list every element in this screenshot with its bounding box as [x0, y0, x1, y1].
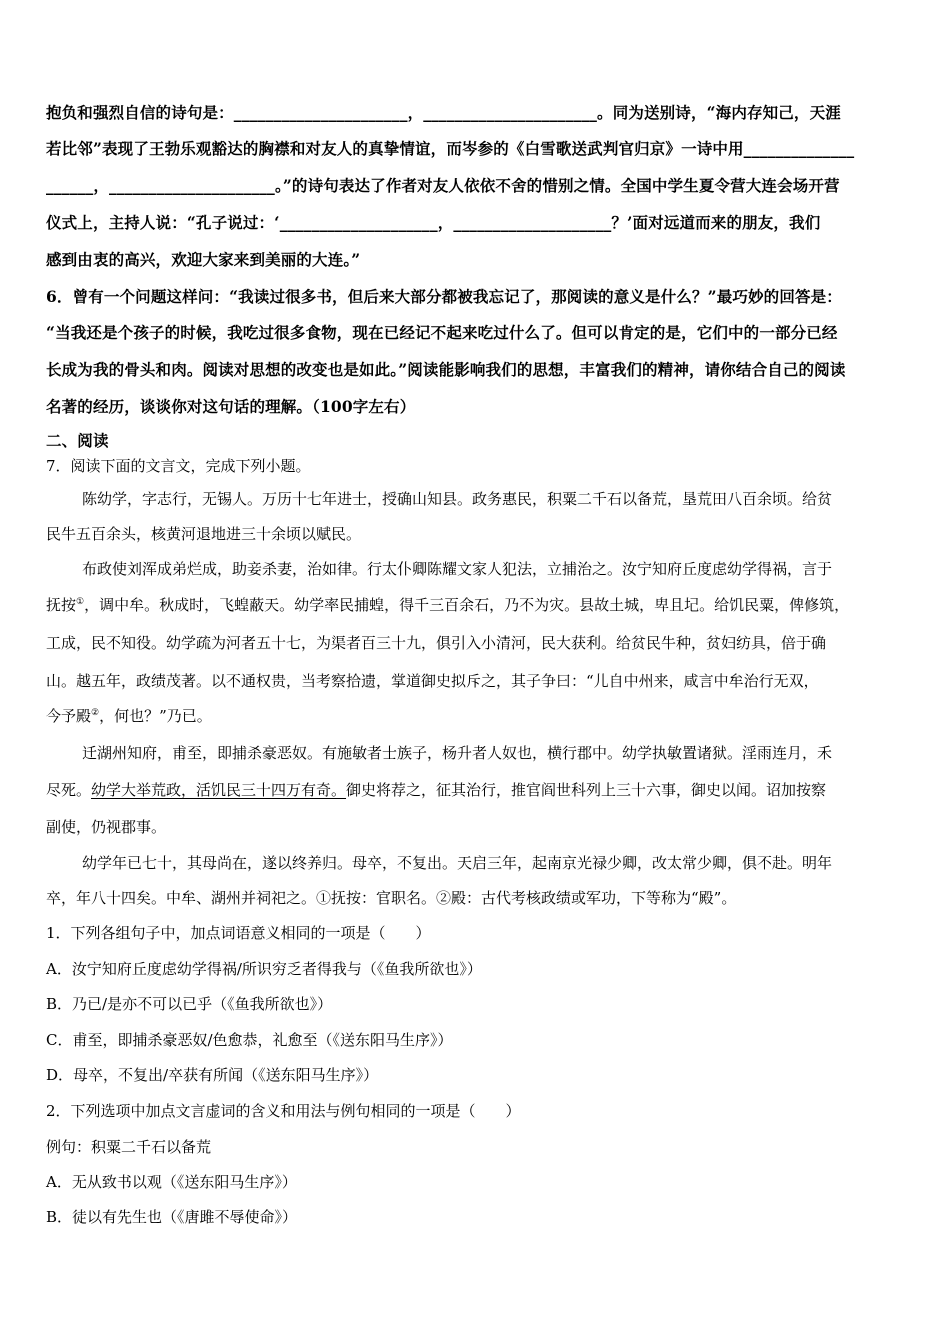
text-line: 仪式上，主持人说：“孔子说过：‘____________________，____________________？’面对远道而来的朋友，我们	[46, 213, 821, 232]
passage-line: 幼学年已七十，其母尚在，遂以终养归。母卒，不复出。天启三年，起南京光禄少卿，改太常少卿，俱不赴。明年	[82, 854, 833, 872]
text-line: 抱负和强烈自信的诗句是：______________________，______________________。同为送别诗，“海内存知己，天涯	[46, 103, 841, 122]
section-heading: 二、阅读	[46, 431, 109, 450]
option-d: D．母卒，不复出/卒获有所闻（《送东阳马生序》）	[46, 1066, 379, 1084]
text-line: “当我还是个孩子的时候，我吃过很多食物，现在已经记不起来吃过什么了。但可以肯定的是，它们中的一部分已经	[46, 323, 838, 342]
passage-line	[46, 705, 212, 726]
question-6: 6．曾有一个问题这样问：“我读过很多书，但后来大部分都被我忘记了，那阅读的意义是什么？”最巧妙的回答是：	[46, 287, 842, 306]
passage-text: 今予殿	[46, 707, 92, 725]
text-line: ______，_____________________。”的诗句表达了作者对友人依依不舍的惜别之情。全国中学生夏令营大连会场开营	[46, 176, 840, 195]
underlined-sentence: 幼学大举荒政，活饥民三十四万有奇。	[91, 781, 347, 799]
passage-line: 布政使刘浑成弟烂成，助妾杀妻，治如律。行太仆卿陈耀文家人犯法，立捕治之。汝宁知府丘度虑幼学得祸，言于	[82, 560, 833, 578]
passage-line: 副使，仍视郡事。	[46, 818, 167, 836]
passage-line: 民牛五百余头，核黄河退地进三十余顷以赋民。	[46, 525, 362, 543]
option-b: B．徒以有先生也（《唐雎不辱使命》）	[46, 1208, 298, 1226]
passage-line	[46, 594, 849, 615]
text-line: 感到由衷的高兴，欢迎大家来到美丽的大连。”	[46, 250, 361, 269]
sub-question-2: 2．下列选项中加点文言虚词的含义和用法与例句相同的一项是（ ）	[46, 1102, 521, 1120]
option-b: B．乃已/是亦不可以已乎（《鱼我所欲也》）	[46, 995, 333, 1013]
text-line: 若比邻”表现了王勃乐观豁达的胸襟和对友人的真挚情谊，而岑参的《白雪歌送武判官归京》一诗中用______________	[46, 139, 855, 158]
option-a: A．汝宁知府丘度虑幼学得祸/所识穷乏者得我与（《鱼我所欲也》）	[46, 960, 482, 978]
passage-line: 山。越五年，政绩茂著。以不通权贵，当考察拾遗，掌道御史拟斥之，其子争曰：“儿自中州来，咸言中牟治行无双，	[46, 672, 819, 690]
example-sentence: 例句：积粟二千石以备荒	[46, 1138, 212, 1156]
passage-text: 尽死。	[46, 781, 92, 799]
sub-question-1: 1．下列各组句子中，加点词语意义相同的一项是（ ）	[46, 924, 431, 942]
passage-line: 陈幼学，字志行，无锡人。万历十七年进士，授确山知县。政务惠民，积粟二千石以备荒，垦荒田八百余顷。给贫	[82, 490, 833, 508]
passage-text: 御史将荐之，征其治行，推官阎世科列上三十六事，御史以闻。诏加按察	[346, 781, 827, 799]
footnote-marker: ①	[76, 597, 85, 607]
passage-line	[46, 779, 826, 800]
option-a: A．无从致书以观（《送东阳马生序》）	[46, 1173, 297, 1191]
passage-text: ，调中牟。秋成时，飞蝗蔽天。幼学率民捕蝗，得千三百余石，乃不为灾。县故土城，卑且圮。给饥民粟，俾修筑，	[84, 596, 850, 614]
option-c: C．甫至，即捕杀豪恶奴/色愈恭，礼愈至（《送东阳马生序》）	[46, 1031, 453, 1049]
text-line: 长成为我的骨头和肉。阅读对思想的改变也是如此。”阅读能影响我们的思想，丰富我们的精神，请你结合自己的阅读	[46, 360, 846, 379]
text-line: 名著的经历，谈谈你对这句话的理解。（100字左右）	[46, 397, 416, 416]
passage-text: ，何也？”乃已。	[99, 707, 212, 725]
footnote-marker: ②	[91, 708, 100, 718]
passage-line: 卒，年八十四矣。中牟、湖州并祠祀之。①抚按：官职名。②殿：古代考核政绩或军功，下等称为“殿”。	[46, 889, 737, 907]
passage-line: 工成，民不知役。幼学疏为河者五十七，为渠者百三十九，俱引入小清河，民大获利。给贫民牛种，贫妇纺具，倍于确	[46, 634, 827, 652]
question-7: 7．阅读下面的文言文，完成下列小题。	[46, 457, 311, 475]
passage-line: 迁湖州知府，甫至，即捕杀豪恶奴。有施敏者士族子，杨升者人奴也，横行郡中。幼学执敏置诸狱。淫雨连月，禾	[82, 744, 833, 762]
passage-text: 抚按	[46, 596, 77, 614]
